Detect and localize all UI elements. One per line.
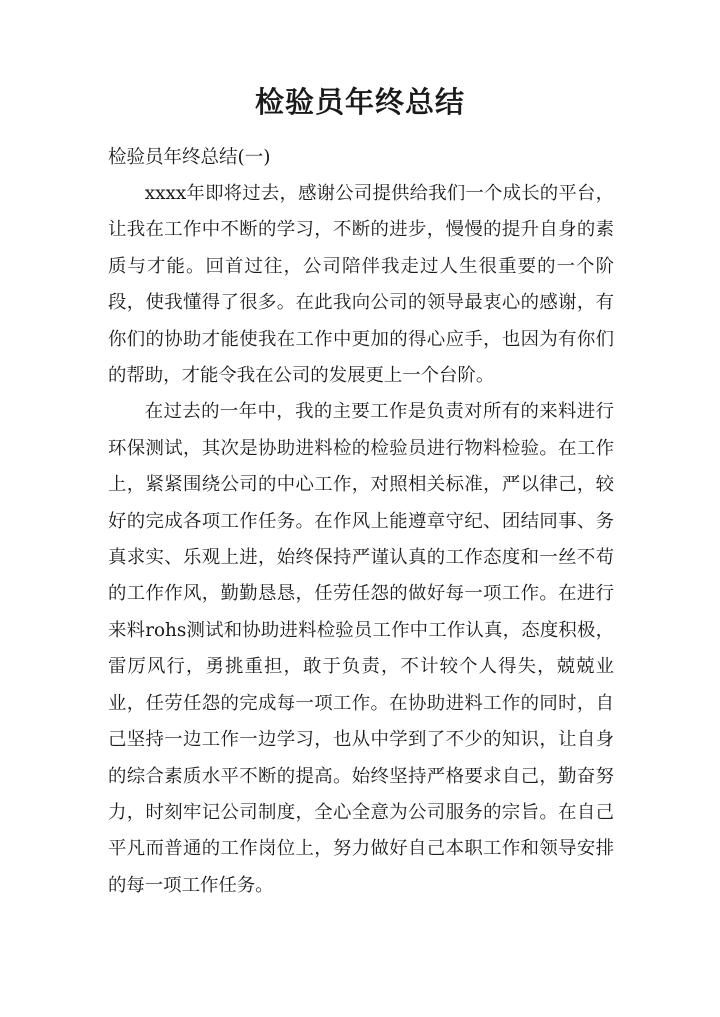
paragraph-work-summary: 在过去的一年中，我的主要工作是负责对所有的来料进行环保测试，其次是协助进料检的检验员进行物料检验。在工作上，紧紧围绕公司的中心工作，对照相关标准，严以律己，较好的完成各项工作任务。在作风上能遵章守纪、团结同事、务真求实、乐观上进，始终保持严谨认真的工作态度和一丝不苟的工作作风，勤勤恳恳，任劳任怨的做好每一项工作。在进行来料rohs测试和协助进料检验员工作中工作认真，态度积极，雷厉风行，勇挑重担，敢于负责，不计较个人得失，兢兢业业，任劳任怨的完成每一项工作。在协助进料工作的同时，自己坚持一边工作一边学习，也从中学到了不少的知识，让自身的综合素质水平不断的提高。始终坚持严格要求自己，勤奋努力，时刻牢记公司制度，全心全意为公司服务的宗旨。在自己平凡而普通的工作岗位上，努力做好自己本职工作和领导安排的每一项工作任务。 — [108, 401, 614, 896]
document-body — [108, 176, 614, 904]
paragraph-intro: xxxx年即将过去，感谢公司提供给我们一个成长的平台，让我在工作中不断的学习，不断的进步，慢慢的提升自身的素质与才能。回首过往，公司陪伴我走过人生很重要的一个阶段，使我懂得了很多。在此我向公司的领导最衷心的感谢，有你们的协助才能使我在工作中更加的得心应手，也因为有你们的帮助，才能令我在公司的发展更上一个台阶。 — [108, 183, 614, 387]
section-heading: 检验员年终总结(一) — [108, 147, 271, 168]
document-title: 检验员年终总结 — [254, 85, 465, 119]
